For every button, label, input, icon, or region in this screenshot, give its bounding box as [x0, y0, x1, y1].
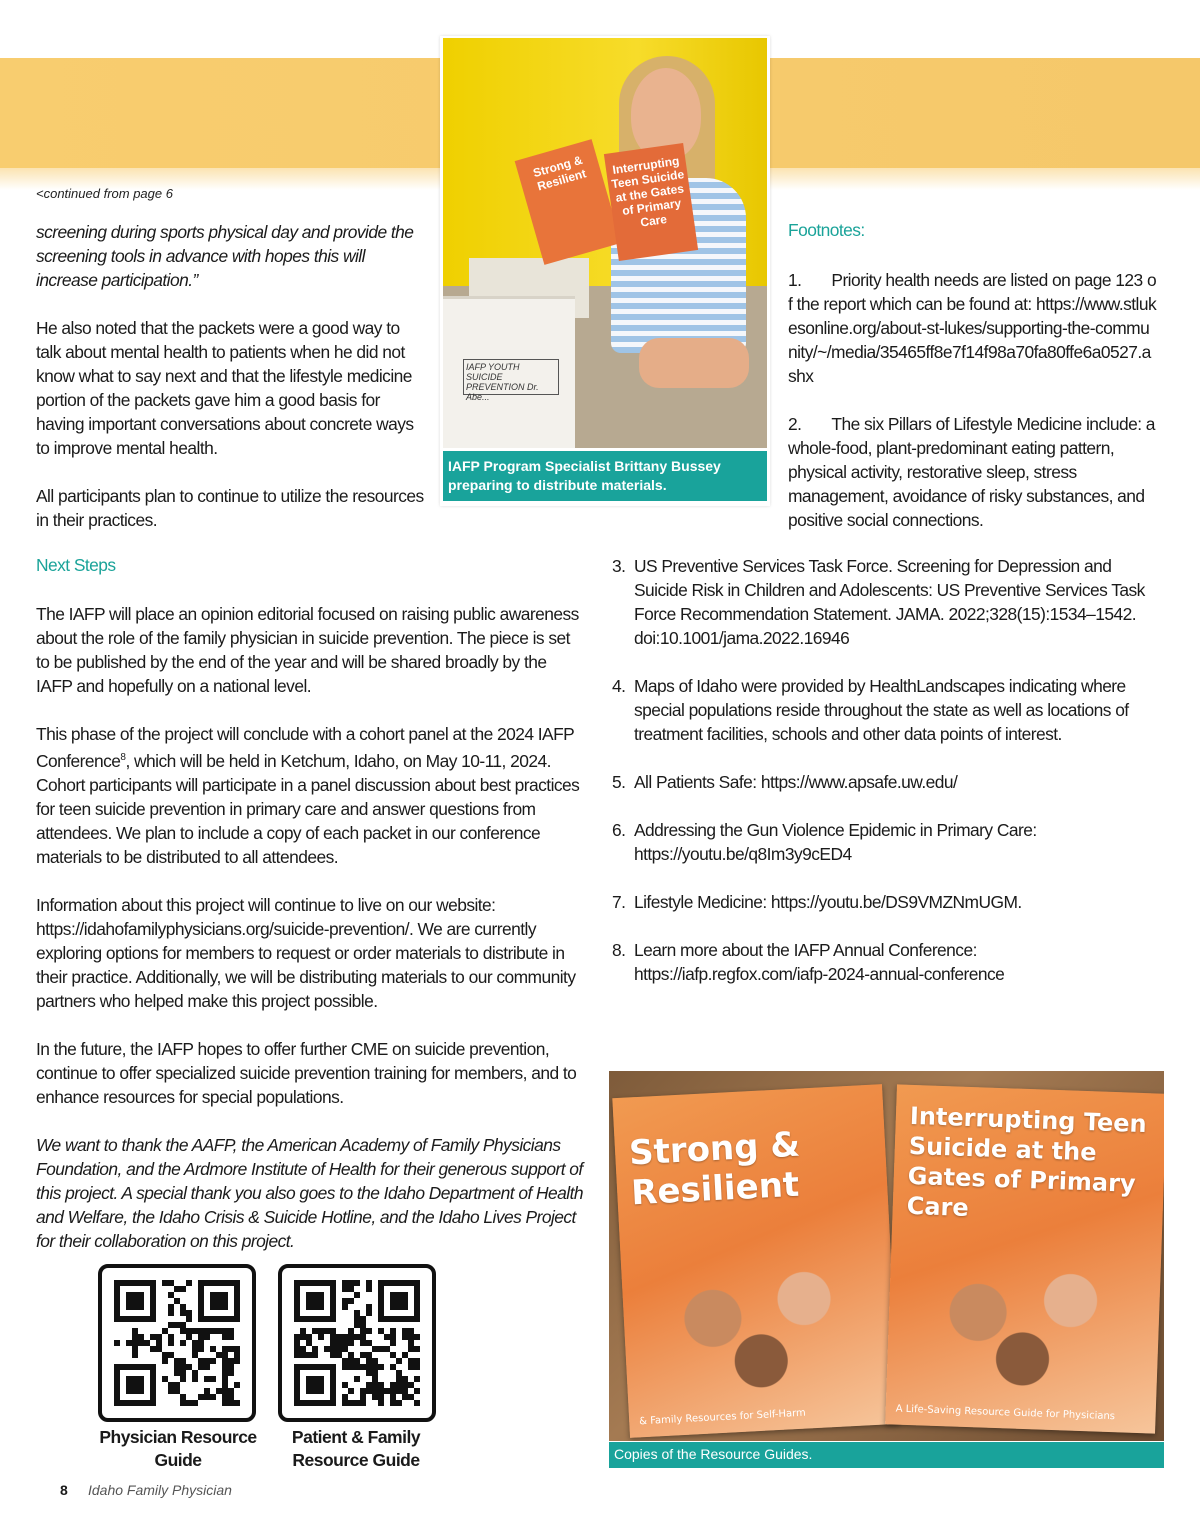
physician-guide-qr-code[interactable] — [98, 1264, 256, 1422]
resource-guides-photo — [609, 1071, 1164, 1441]
cover2-fists-image — [907, 1235, 1142, 1393]
footnotes-heading: Footnotes: — [788, 220, 865, 240]
footnote-text: All Patients Safe: https://www.apsafe.uw.edu/ — [634, 772, 958, 792]
footnote-number: 6. — [612, 820, 626, 840]
footnote-1-text: Priority health needs are listed on page 123 of the report which can be found at: https://www.stlukesonline.org/about-st-lukes/supporting-the-community/~/media/35465ff8e7f14f98a70fa80ffe6a0527.ashx — [788, 270, 1157, 386]
next-steps-p3: Information about this project will continue to live on our website: https://idahofamilyphysicians.org/suicide-prevention/. We are currently exploring options for members to request or order materials to distribute in their practice. Additionally, we will be distributing materials to our community partners who helped make this project possible. — [36, 894, 576, 1011]
physician-guide-label-line1: Physician Resource — [99, 1427, 257, 1447]
cover2-subtitle: A Life-Saving Resource Guide for Physicians — [895, 1403, 1116, 1423]
footnote-text: Addressing the Gun Violence Epidemic in Primary Care: https://youtu.be/q8Im3y9cED4 — [634, 820, 1037, 864]
patient-guide-label-line2: Resource Guide — [292, 1450, 420, 1470]
cover1-fists-image — [640, 1235, 878, 1397]
footnote-2 — [788, 412, 1158, 532]
next-steps-p4: In the future, the IAFP hopes to offer further CME on suicide prevention, continue to offer specialized suicide prevention training for members, and to enhance resources for special populations. — [36, 1038, 577, 1107]
physician-guide-label — [88, 1426, 268, 1472]
photo-caption: IAFP Program Specialist Brittany Bussey preparing to distribute materials. — [443, 451, 767, 501]
next-steps-heading: Next Steps — [36, 555, 116, 575]
footnote-item — [612, 890, 1152, 914]
footnote-item — [612, 554, 1152, 650]
person-legs — [639, 338, 749, 388]
patient-family-guide-qr-code[interactable] — [278, 1264, 436, 1422]
program-specialist-photo — [443, 38, 767, 448]
footnote-item — [612, 818, 1152, 866]
footnote-2-text: The six Pillars of Lifestyle Medicine include: a whole-food, plant-predominant eating pattern, physical activity, restorative sleep, stress management, avoidance of risky substances, and positive social connections. — [788, 414, 1155, 530]
footnotes-numbered-list — [612, 554, 1152, 986]
footnotes-top — [788, 268, 1158, 556]
footnote-text: Maps of Idaho were provided by HealthLandscapes indicating where special populations reside throughout the state as well as locations of treatment facilities, schools and other data points of interest. — [634, 676, 1129, 744]
qr-code-icon — [102, 1268, 252, 1418]
book-interrupting: Interrupting Teen Suicide at the Gates of Primary Care — [604, 143, 698, 261]
footnote-text: Lifestyle Medicine: https://youtu.be/DS9VMZNmUGM. — [634, 892, 1022, 912]
page-number: 8 — [60, 1482, 68, 1498]
packets-paragraph: He also noted that the packets were a good way to talk about mental health to patients when he did not know what to say next and that the lifestyle medicine portion of the packets gave him a good basis for having important conversations about concrete ways to improve mental health. — [36, 318, 414, 458]
book-strong-resilient: Strong & Resilient — [515, 139, 622, 265]
footnote-item — [612, 770, 1152, 794]
magazine-name: Idaho Family Physician — [88, 1482, 232, 1498]
footnote-text: Learn more about the IAFP Annual Conference: https://iafp.regfox.com/iafp-2024-annual-conference — [634, 940, 1005, 984]
patient-guide-label-line1: Patient & Family — [291, 1427, 421, 1447]
next-steps-body — [36, 602, 586, 1277]
cover-interrupting — [885, 1084, 1164, 1433]
thanks-paragraph: We want to thank the AAFP, the American Academy of Family Physicians Foundation, and the Ardmore Institute of Health for their generous support of this project. A special thank you also goes to the Idaho Department of Health and Welfare, the Idaho Crisis & Suicide Hotline, and the Idaho Lives Project for their collaboration on this project. — [36, 1134, 584, 1251]
cover1-subtitle: & Family Resources for Self-Harm — [638, 1407, 807, 1428]
footnotes-list — [612, 554, 1152, 1010]
footnote-item — [612, 938, 1152, 986]
quote-paragraph: screening during sports physical day and provide the screening tools in advance with hopes this will increase participation.” — [36, 222, 414, 290]
footnote-number: 3. — [612, 556, 626, 576]
footnote-number: 7. — [612, 892, 626, 912]
footnote-text: US Preventive Services Task Force. Screening for Depression and Suicide Risk in Children and Adolescents: US Preventive Services Task Force Recommendation Statement. JAMA. 2022;328(15):1534–1542. doi:10.1001/jama.2022.16946 — [634, 556, 1145, 648]
footnote-item — [612, 674, 1152, 746]
continued-note: <continued from page 6 — [36, 186, 173, 201]
cover-strong-resilient — [612, 1084, 899, 1438]
physician-guide-label-line2: Guide — [154, 1450, 202, 1470]
footnote-1 — [788, 268, 1158, 388]
footnote-ref-8: 8 — [120, 752, 126, 763]
next-steps-p2b: , which will be held in Ketchum, Idaho, on May 10-11, 2024. Cohort participants will participate in a panel discussion about best practices for teen suicide prevention in primary care and answer questions from attendees. We plan to include a copy of each packet in our conference materials to be distributed to all attendees. — [36, 750, 580, 867]
footnote-2-num: 2. — [788, 414, 802, 434]
footnote-number: 8. — [612, 940, 626, 960]
resource-guides-caption: Copies of the Resource Guides. — [609, 1442, 1164, 1468]
next-steps-p2a: This phase of the project will conclude with a cohort panel at the 2024 IAFP Conference — [36, 724, 574, 771]
left-column-top — [36, 220, 426, 556]
bankers-box — [443, 296, 575, 448]
footnote-number: 5. — [612, 772, 626, 792]
box-label: IAFP YOUTH SUICIDE PREVENTION Dr. Abe... — [463, 359, 559, 395]
next-steps-p1: The IAFP will place an opinion editorial focused on raising public awareness about the role of the family physician in suicide prevention. The piece is set to be published by the end of the year and will be shared broadly by the IAFP and hopefully on a national level. — [36, 604, 579, 696]
qr-code-icon — [282, 1268, 432, 1418]
footnote-1-num: 1. — [788, 270, 802, 290]
patient-guide-label — [266, 1426, 446, 1472]
participants-paragraph: All participants plan to continue to utilize the resources in their practices. — [36, 486, 424, 530]
cover1-title: Strong & Resilient — [628, 1124, 801, 1214]
next-steps-p2 — [36, 722, 586, 869]
cover2-title: Interrupting Teen Suicide at the Gates of Primary Care — [906, 1101, 1148, 1222]
footnote-number: 4. — [612, 676, 626, 696]
